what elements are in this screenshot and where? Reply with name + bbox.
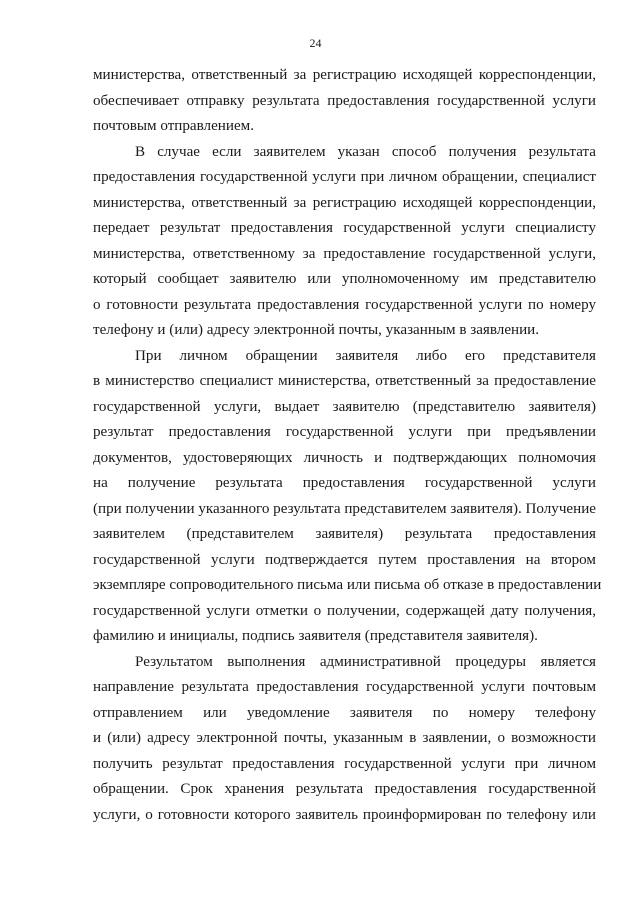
text-line: документов, удостоверяющих личность и подтверждающих полномочия [93, 449, 596, 466]
text-line: передает результат предоставления государственной услуги специалисту [93, 220, 596, 236]
text-line: результат предоставления государственной услуги при предъявлении [93, 424, 596, 440]
document-body [93, 63, 602, 828]
text-line: государственной услуги подтверждается путем проставления на втором [93, 551, 596, 568]
text-line: министерства, ответственному за предоставление государственной услуги, [93, 245, 596, 262]
paragraph [93, 140, 596, 344]
text-line: в министерство специалист министерства, ответственный за предоставление [93, 373, 596, 389]
text-line: министерства, ответственный за регистрацию исходящей корреспонденции, [93, 67, 596, 83]
text-line: фамилию и инициалы, подпись заявителя (представителя заявителя). [93, 628, 538, 644]
text-line: обращении. Срок хранения результата предоставления государственной [93, 781, 596, 797]
text-line: телефону и (или) адресу электронной почты, указанным в заявлении. [93, 322, 540, 338]
text-line: министерства, ответственный за регистрацию исходящей корреспонденции, [93, 194, 596, 211]
text-line: заявителем (представителем заявителя) результата предоставления [93, 526, 596, 542]
text-line: получить результат предоставления государственной услуги при личном [93, 755, 596, 772]
text-line: Результатом выполнения административной процедуры является [135, 653, 596, 670]
paragraph [93, 63, 596, 140]
paragraph [93, 344, 602, 650]
text-line: о готовности результата предоставления государственной услуги по номеру [93, 296, 596, 313]
text-line: экземпляре сопроводительного письма или письма об отказе в предоставлении [93, 577, 602, 593]
text-line: При личном обращении заявителя либо его представителя [135, 347, 596, 364]
text-line: В случае если заявителем указан способ получения результата [135, 143, 596, 160]
text-line: услуги, о готовности которого заявитель проинформирован по телефону или [93, 806, 596, 823]
text-line: отправлением или уведомление заявителя по номеру телефону [93, 704, 596, 721]
text-line: и (или) адресу электронной почты, указанным в заявлении, о возможности [93, 730, 596, 746]
text-line: который сообщает заявителю или уполномоченному им представителю [93, 271, 596, 287]
text-line: государственной услуги, выдает заявителю (представителю заявителя) [93, 398, 596, 415]
text-line: направление результата предоставления государственной услуги почтовым [93, 679, 596, 695]
paragraph [93, 650, 596, 829]
text-line: почтовым отправлением. [93, 118, 254, 134]
page-number: 24 [309, 36, 322, 50]
text-line: на получение результата предоставления государственной услуги [93, 475, 596, 491]
text-line: (при получении указанного результата представителем заявителя). Получение [93, 500, 596, 517]
text-line: обеспечивает отправку результата предоставления государственной услуги [93, 92, 596, 109]
text-line: предоставления государственной услуги при личном обращении, специалист [93, 169, 596, 185]
text-line: государственной услуги отметки о получении, содержащей дату получения, [93, 602, 596, 619]
